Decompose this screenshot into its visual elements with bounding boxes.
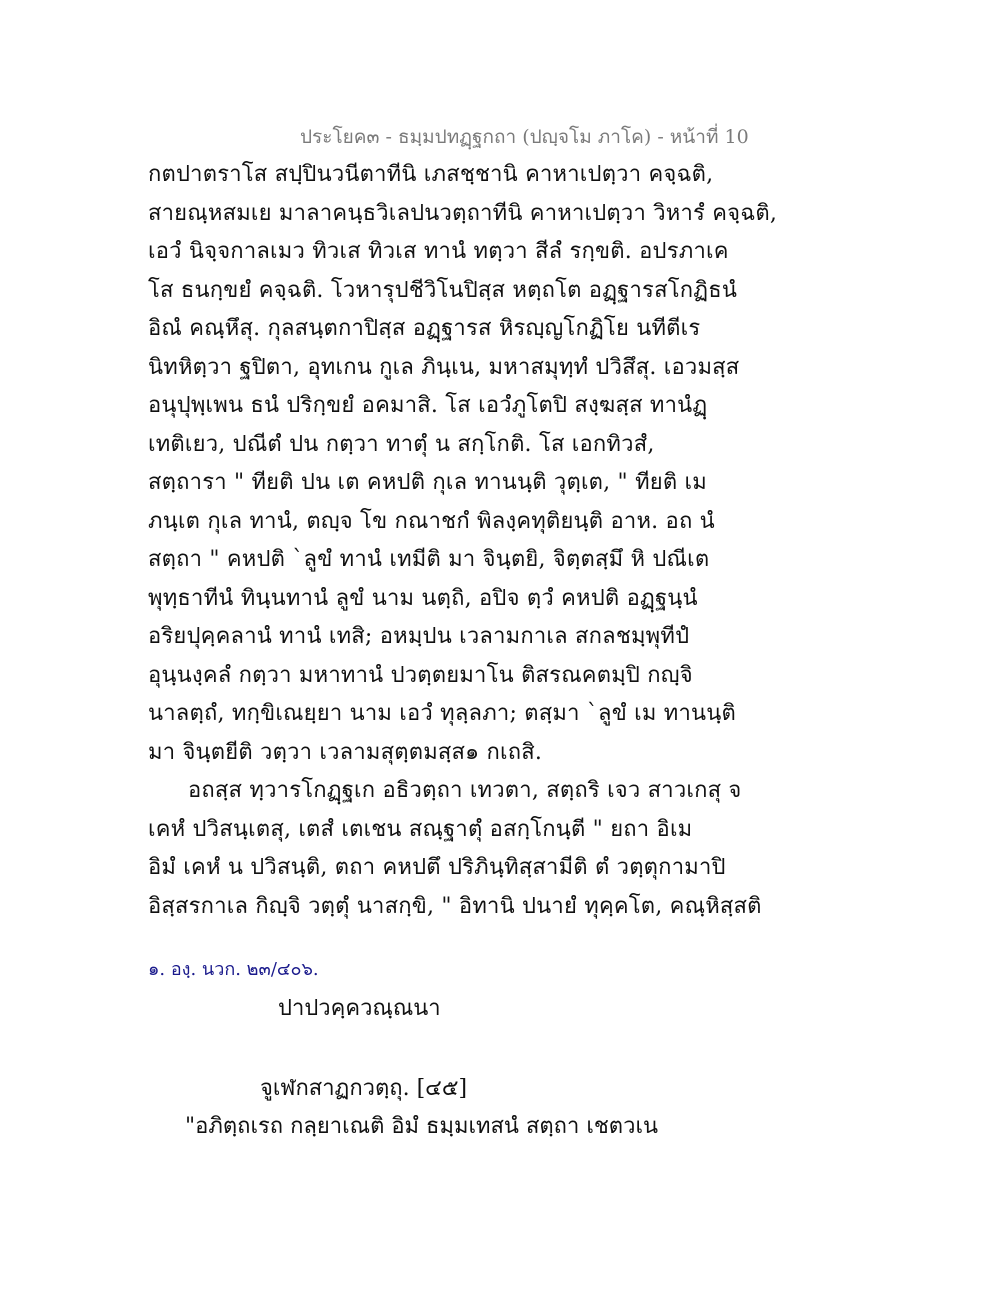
body-line: อุนฺนงฺคลํ กตฺวา มหาทานํ ปวตฺตยมาโน ติสรณคตมฺปิ กญฺจิ <box>148 662 693 688</box>
body-line: กตปาตราโส สปฺปินวนีตาทีนิ เภสชฺชานิ คาหาเปตฺวา คจฺฉติ, <box>148 162 714 187</box>
body-line: นาลตฺถํ, ทกฺขิเณยฺยา นาม เอวํ ทุลฺลภา; ตสฺมา `ลูขํ เม ทานนฺติ <box>148 701 736 726</box>
body-line: เอวํ นิจฺจกาลเมว ทิวเส ทิวเส ทานํ ทตฺวา สีลํ รกฺขติ. อปรภาเค <box>148 239 729 264</box>
section-heading: ปาปวคฺควณฺณนา <box>278 996 441 1021</box>
body-line: สตฺถารา " ทียติ ปน เต คหปติ กุเล ทานนฺติ วุตฺเต, " ทียติ เม <box>148 470 707 495</box>
body-line: อิสฺสรกาเล กิญฺจิ วตฺตุํ นาสกฺขิ, " อิทานิ ปนายํ ทุคฺคโต, คณฺหิสฺสติ <box>148 893 762 919</box>
verse-line: "อภิตฺถเรถ กลฺยาเณติ อิมํ ธมฺมเทสนํ สตฺถา เชตวเน <box>185 1114 658 1139</box>
footnote: ๑. องฺ. นวก. ๒๓/๔๐๖. <box>148 959 319 980</box>
paragraph-start-line: อถสฺส ทฺวารโกฏฺฐเก อธิวตฺถา เทวตา, สตฺถริ เจว สาวเกสุ จ <box>188 778 742 803</box>
body-line: สตฺถา " คหปติ `ลูขํ ทานํ เทมีติ มา จินฺตยิ, จิตฺตสฺมึ หิ ปณีเต <box>148 547 710 572</box>
body-line: อิณํ คณฺหึสุ. กุลสนฺตกาปิสฺส อฏฺฐารส หิรญฺญโกฏิโย นทีตีเร <box>148 316 701 341</box>
body-line: ภนฺเต กุเล ทานํ, ตญฺจ โข กณาชกํ พิลงฺคทุติยนฺติ อาห. อถ นํ <box>148 508 715 534</box>
story-heading: จูเฬกสาฏกวตฺถุ. [๔๕] <box>260 1076 468 1101</box>
page-header: ประโยค๓ - ธมฺมปทฏฺฐกถา (ปญฺจโม ภาโค) - หน้าที่ 10 <box>300 126 749 148</box>
body-text <box>148 156 778 926</box>
body-line: อริยปุคฺคลานํ ทานํ เทสิ; อหมฺปน เวลามกาเล สกลชมฺพุทีปํ <box>148 624 690 649</box>
body-line: โส ธนกฺขยํ คจฺฉติ. โวหารุปชีวิโนปิสฺส หตฺถโต อฏฺฐารสโกฏิธนํ <box>148 277 738 303</box>
body-line: สายณฺหสมเย มาลาคนฺธวิเลปนวตฺถาทีนิ คาหาเปตฺวา วิหารํ คจฺฉติ, <box>148 200 778 226</box>
body-line: พุทฺธาทีนํ ทินฺนทานํ ลูขํ นาม นตฺถิ, อปิจ ตฺวํ คหปติ อฏฺฐนฺนํ <box>148 585 698 611</box>
body-line: อิมํ เคหํ น ปวิสนฺติ, ตถา คหปตึ ปริภินฺทิสฺสามีติ ตํ วตฺตุกามาปิ <box>148 855 726 880</box>
body-line: เทติเยว, ปณีตํ ปน กตฺวา ทาตุํ น สกฺโกติ. โส เอกทิวสํ, <box>148 431 655 457</box>
body-line: อนุปุพฺเพน ธนํ ปริกฺขยํ อคมาสิ. โส เอวํภูโตปิ สงฺฆสฺส ทานํฏฺ <box>148 393 708 418</box>
body-line: เคหํ ปวิสนฺเตสุ, เตสํ เตเชน สณฺฐาตุํ อสกฺโกนฺตี " ยถา อิเม <box>148 816 693 842</box>
body-line: มา จินฺตยีติ วตฺวา เวลามสุตฺตมสฺส๑ กเถสิ. <box>148 739 543 765</box>
body-line: นิทหิตฺวา ฐปิตา, อุทเกน กูเล ภินฺเน, มหาสมุทฺทํ ปวิสึสุ. เอวมสฺส <box>148 354 740 380</box>
